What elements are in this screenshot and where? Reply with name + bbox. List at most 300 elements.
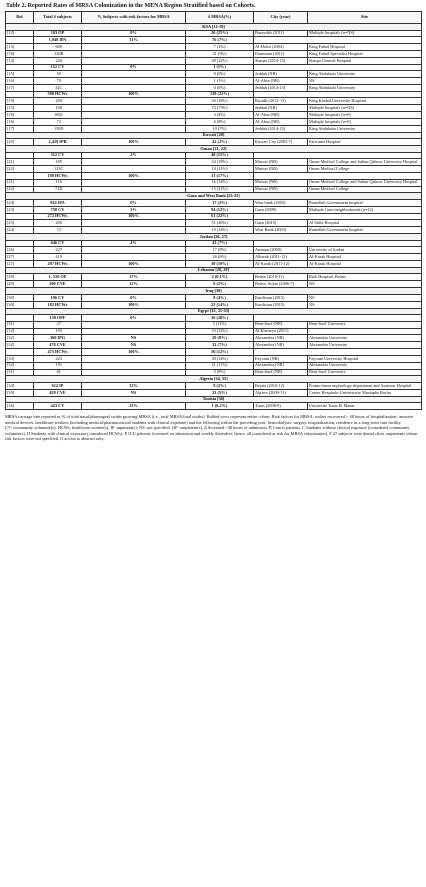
risk-pct-cell bbox=[82, 254, 186, 261]
city-year-cell: Al-Karak (2011-12) bbox=[254, 260, 308, 267]
site-cell: Ramallah Government hospital bbox=[308, 227, 422, 234]
risk-pct-cell: NS bbox=[82, 342, 186, 349]
ref-cell: [27] bbox=[6, 254, 34, 261]
cohort-total: 272 HCWs bbox=[34, 213, 82, 220]
mrsa-cell: 15 (21%) bbox=[186, 186, 254, 193]
site-cell: King Abdulaziz University bbox=[308, 84, 422, 91]
ref-cell: [25] bbox=[6, 220, 34, 227]
city-year-cell: Fayoum (NR) bbox=[254, 355, 308, 362]
total-subjects-cell: 470 CVE bbox=[34, 342, 82, 349]
cohort-mrsa: 43 (7%) bbox=[186, 240, 254, 247]
city-year-cell: Jeddah (2014-15) bbox=[254, 84, 308, 91]
col-header-total: Total # subjects bbox=[34, 12, 82, 24]
site-cell: Multiple hospitals (n=NS) bbox=[308, 105, 422, 112]
table-footnote bbox=[5, 414, 421, 441]
cohort-risk-pct: 100% bbox=[82, 349, 186, 356]
city-year-cell: Jeddah (NR) bbox=[254, 105, 308, 112]
cohort-mrsa: 31 (17%) bbox=[186, 173, 254, 180]
site-cell: King Khaled University Hospital bbox=[308, 98, 422, 105]
risk-pct-cell: NS bbox=[82, 335, 186, 342]
mrsa-cell: 33 (32%) bbox=[186, 328, 254, 335]
ref-cell: [24] bbox=[6, 227, 34, 234]
table-row bbox=[6, 220, 422, 227]
ref-cell: [22] bbox=[6, 186, 34, 193]
city-year-cell: Bejaia (2010-12) bbox=[254, 383, 308, 390]
site-cell: Frantz-fanon nephrology department and Amizour Hospital bbox=[308, 383, 422, 390]
city-year-cell: Jeddah (2014-15) bbox=[254, 125, 308, 132]
total-subjects-cell: · 70 bbox=[34, 78, 82, 85]
table-row bbox=[6, 166, 422, 173]
risk-pct-cell bbox=[82, 355, 186, 362]
table-row bbox=[6, 383, 422, 390]
cohort-risk-pct: 100% bbox=[82, 213, 186, 220]
total-subjects-cell: 103 OP bbox=[34, 30, 82, 37]
site-cell: Multiple hospitals (n=6) bbox=[308, 112, 422, 119]
cohort-risk-pct: 2% bbox=[82, 152, 186, 159]
ref-cell: [16] bbox=[6, 112, 34, 119]
site-cell: Fayoum University Hospital bbox=[308, 355, 422, 362]
table-row bbox=[6, 294, 422, 301]
total-subjects-cell: · 116 bbox=[34, 179, 82, 186]
mrsa-cell: 32 (7%) bbox=[186, 342, 254, 349]
site-cell: NS bbox=[308, 78, 422, 85]
site-cell: NS bbox=[308, 281, 422, 288]
ref-cell: [21] bbox=[6, 179, 34, 186]
region-label: Gaza and West Bank [23-25] bbox=[6, 193, 422, 200]
cohort-risk-pct: 100% bbox=[82, 173, 186, 180]
total-subjects-cell: 500 CVE bbox=[34, 281, 82, 288]
total-subjects-cell: · 600 bbox=[34, 43, 82, 50]
footnote-paragraph: CV: community volunteer(s); HCWs: healthcare worker(s); IP: inpatient(s); NS: not specified; OP: outpatient(s). A Screened <48 hours of admission, B Cancer patients, C Students without clinical exposure (considered community volunteers), D Students with clinical exposure (considered HCWs), E ICU patients [screened on admission and weekly thereafter; hence, all considered at risk for MRSA colonization], F 27 subjects were dental clinic outpatients whose risk factors were not specified, G access to abstract only. bbox=[5, 425, 418, 441]
site-cell: King Fahad Hospital bbox=[308, 43, 422, 50]
site-cell: King Abdulaziz University bbox=[308, 125, 422, 132]
site-cell: Université Tunis El Manar bbox=[308, 403, 422, 410]
city-year-cell: Al-Ahsa (NR) bbox=[254, 119, 308, 126]
table-row bbox=[6, 389, 422, 396]
city-year-cell: Muscat (NR) bbox=[254, 159, 308, 166]
table-row bbox=[6, 362, 422, 369]
ref-cell: [15] bbox=[6, 71, 34, 78]
site-cell: University of Jordan bbox=[308, 247, 422, 254]
risk-pct-cell bbox=[82, 159, 186, 166]
cohort-total: 475 HCWs bbox=[34, 349, 82, 356]
ref-cell: [17] bbox=[6, 125, 34, 132]
site-cell: NS bbox=[308, 294, 422, 301]
city-year-cell: Alexandria (NR) bbox=[254, 335, 308, 342]
mrsa-cell: 51 (26%) bbox=[186, 220, 254, 227]
risk-pct-cell bbox=[82, 78, 186, 85]
region-header-row bbox=[6, 132, 422, 139]
mrsa-cell: 29 (8%) bbox=[186, 335, 254, 342]
city-year-cell: Alexandria (NR) bbox=[254, 362, 308, 369]
total-subjects-cell: · 220 bbox=[34, 57, 82, 64]
table-row bbox=[6, 112, 422, 119]
region-header-row bbox=[6, 376, 422, 383]
city-year-cell: Muscat (NR) bbox=[254, 186, 308, 193]
table-row bbox=[6, 78, 422, 85]
total-subjects-cell: 843 IPA bbox=[34, 200, 82, 207]
total-subjects-cell: · 103 bbox=[34, 328, 82, 335]
total-subjects-cell: 196 CV bbox=[34, 294, 82, 301]
ref-cell: [31] bbox=[6, 369, 34, 376]
site-cell: Al-Karak Hospital bbox=[308, 254, 422, 261]
table-row bbox=[6, 227, 422, 234]
cohort-total: 312 CV bbox=[34, 152, 82, 159]
mrsa-cell: 3 (11%) bbox=[186, 321, 254, 328]
region-header-row bbox=[6, 24, 422, 31]
cohort-mrsa: 61 (22%) bbox=[186, 213, 254, 220]
total-subjects-cell: 297 HCWs bbox=[34, 260, 82, 267]
table-row bbox=[6, 254, 422, 261]
total-subjects-cell: · 72 bbox=[34, 119, 82, 126]
table-row bbox=[6, 98, 422, 105]
table-row bbox=[6, 403, 422, 410]
site-cell: Oman Medical College and Sultan Qaboos University Hospital bbox=[308, 159, 422, 166]
total-subjects-cell: 612 IP bbox=[34, 383, 82, 390]
site-cell: Shaqra General Hospital bbox=[308, 57, 422, 64]
region-label: KSA [12-19] bbox=[6, 24, 422, 31]
table-row bbox=[6, 342, 422, 349]
site-cell: Multiple Gaza neighborhoods (n=12) bbox=[308, 206, 422, 213]
risk-pct-cell: 23% bbox=[82, 403, 186, 410]
region-header-row bbox=[6, 308, 422, 315]
mrsa-cell: 10 (7%) bbox=[186, 125, 254, 132]
region-label: Iraq [30] bbox=[6, 288, 422, 295]
mrsa-cell: 1 (0.2%) bbox=[186, 403, 254, 410]
table-row bbox=[6, 206, 422, 213]
risk-pct-cell: 17% bbox=[82, 274, 186, 281]
footnote-paragraph: MRSA carriage rate reported as % of total nasal/pharyngeal swabs growing MRSA (i.e., total MRSA/total swabs). Bolded rows represent entire cohort. Risk factors for MRSA: isolate recovered > 48 hours of hospitalization, invasive medical devices, healthcare workers (including medical/pharmaceutical students with clinical exposure) and the following within the preceding year: hemodialysis, surgery, hospitalization, residence in a long-term care facility. bbox=[5, 414, 414, 425]
site-cell: Multiple hospitals (n=6) bbox=[308, 119, 422, 126]
total-subjects-cell: 758 CV bbox=[34, 206, 82, 213]
city-year-cell: Beirut (2010-11) bbox=[254, 274, 308, 281]
ref-cell: [20] bbox=[6, 139, 34, 146]
total-subjects-cell: 459 CVE bbox=[34, 389, 82, 396]
risk-pct-cell: 3% bbox=[82, 206, 186, 213]
city-year-cell: Jeddah (NR) bbox=[254, 71, 308, 78]
mrsa-cell: 9 (2%) bbox=[186, 383, 254, 390]
table-row bbox=[6, 274, 422, 281]
table-row bbox=[6, 355, 422, 362]
city-year-cell: West Bank (2003) bbox=[254, 227, 308, 234]
cohort-risk-pct: 100% bbox=[82, 91, 186, 98]
mrsa-cell: 26 (6%) bbox=[186, 254, 254, 261]
table-row bbox=[6, 328, 422, 335]
site-cell: Oman Medical College bbox=[308, 166, 422, 173]
col-header-risk: % Subjects with risk factors for MRSA bbox=[82, 12, 186, 24]
ref-cell: [27] bbox=[6, 260, 34, 267]
total-subjects-cell: · 223 bbox=[34, 355, 82, 362]
ref-cell: [18] bbox=[6, 50, 34, 57]
total-subjects-cell: · 27 bbox=[34, 321, 82, 328]
risk-pct-cell: 100% bbox=[82, 260, 186, 267]
city-year-cell: Buraydah (2011) bbox=[254, 30, 308, 37]
city-year-cell: Muscat (NR) bbox=[254, 166, 308, 173]
col-header-city: City (year) bbox=[254, 12, 308, 24]
risk-pct-cell bbox=[82, 166, 186, 173]
mrsa-cell: 8 (4%) bbox=[186, 294, 254, 301]
table-row bbox=[6, 139, 422, 146]
risk-pct-cell bbox=[82, 362, 186, 369]
site-cell: Alexandria University bbox=[308, 335, 422, 342]
mrsa-cell: 34 (18%) bbox=[186, 159, 254, 166]
ref-cell: [16] bbox=[6, 78, 34, 85]
ref-cell: [32] bbox=[6, 362, 34, 369]
city-year-cell: West bank (2003) bbox=[254, 200, 308, 207]
mrsa-cell: 16 (14%) bbox=[186, 179, 254, 186]
risk-pct-cell: NS bbox=[82, 389, 186, 396]
city-year-cell: Kurdistan (2015) bbox=[254, 301, 308, 308]
site-cell: NS bbox=[308, 301, 422, 308]
site-cell: Beni-Suef University bbox=[308, 321, 422, 328]
risk-pct-cell bbox=[82, 321, 186, 328]
ref-cell: [16] bbox=[6, 119, 34, 126]
table-row bbox=[6, 71, 422, 78]
table-row bbox=[6, 260, 422, 267]
total-subjects-cell: · 227 bbox=[34, 247, 82, 254]
mrsa-cell: 48 (22%) bbox=[186, 57, 254, 64]
ref-cell: [21] bbox=[6, 159, 34, 166]
table-row bbox=[6, 186, 422, 193]
table-row bbox=[6, 335, 422, 342]
total-subjects-cell: · 419 bbox=[34, 254, 82, 261]
total-subjects-cell: · 61 bbox=[34, 369, 82, 376]
risk-pct-cell bbox=[82, 105, 186, 112]
total-subjects-cell: 360 IPG bbox=[34, 335, 82, 342]
city-year-cell: Beirut, Sidon (2006-7) bbox=[254, 281, 308, 288]
mrsa-cell: 3 (4%) bbox=[186, 112, 254, 119]
ref-cell: [24] bbox=[6, 200, 34, 207]
city-year-cell: Alexandria (NR) bbox=[254, 342, 308, 349]
city-year-cell: Gaza (2015) bbox=[254, 220, 308, 227]
city-year-cell: Amman (2009) bbox=[254, 247, 308, 254]
table-row bbox=[6, 125, 422, 132]
risk-pct-cell bbox=[82, 57, 186, 64]
risk-pct-cell: 0% bbox=[82, 30, 186, 37]
total-subjects-cell: · 200 bbox=[34, 98, 82, 105]
risk-pct-cell bbox=[82, 186, 186, 193]
table-row bbox=[6, 57, 422, 64]
total-subjects-cell: · 189 bbox=[34, 159, 82, 166]
total-subjects-cell: · 50 bbox=[34, 71, 82, 78]
risk-pct-cell bbox=[82, 227, 186, 234]
site-cell: - bbox=[308, 328, 422, 335]
mrsa-cell: 26 (25%) bbox=[186, 30, 254, 37]
ref-cell: [15] bbox=[6, 105, 34, 112]
ref-cell: [12] bbox=[6, 328, 34, 335]
mrsa-cell: 6 (8%) bbox=[186, 119, 254, 126]
total-subjects-cell: · 191 bbox=[34, 362, 82, 369]
table-row bbox=[6, 105, 422, 112]
ref-cell: [17] bbox=[6, 84, 34, 91]
document-page bbox=[5, 3, 421, 441]
table-row bbox=[6, 200, 422, 207]
ref-cell: [14] bbox=[6, 57, 34, 64]
table-caption: Table 2. Reported Rates of MRSA Colonization in the MENA Region Stratified based on Cohorts. bbox=[6, 3, 256, 9]
city-year-cell: Gaza (2009) bbox=[254, 206, 308, 213]
site-cell: Beni-Suef University bbox=[308, 369, 422, 376]
ref-cell: [22] bbox=[6, 166, 34, 173]
ref-cell: [13] bbox=[6, 43, 34, 50]
total-subjects-cell: · 72D bbox=[34, 186, 82, 193]
ref-cell: [32] bbox=[6, 335, 34, 342]
mrsa-cell: 1 (1%) bbox=[186, 78, 254, 85]
mrsa-cell: 14 (11%) bbox=[186, 166, 254, 173]
ref-cell: [36] bbox=[6, 403, 34, 410]
cohort-mrsa: 56 (12%) bbox=[186, 349, 254, 356]
risk-pct-cell bbox=[82, 179, 186, 186]
table-row bbox=[6, 159, 422, 166]
cohort-total: 130 OPF bbox=[34, 315, 82, 322]
table-row bbox=[6, 30, 422, 37]
mrsa-cell: 25 (14%) bbox=[186, 301, 254, 308]
mrsa-cell: 30 (10%) bbox=[186, 260, 254, 267]
cohort-total: 1,048 IPA bbox=[34, 37, 82, 44]
cohort-risk-pct: 4% bbox=[82, 240, 186, 247]
cohort-total: 646 CV bbox=[34, 240, 82, 247]
cohort-mrsa: 36 (28%) bbox=[186, 315, 254, 322]
table-row bbox=[6, 247, 422, 254]
mrsa-cell: 5 (8%) bbox=[186, 369, 254, 376]
total-subjects-cell: · 228B bbox=[34, 50, 82, 57]
cohort-risk-pct: 0% bbox=[82, 315, 186, 322]
total-subjects-cell: · 150D bbox=[34, 125, 82, 132]
total-subjects-cell: · 68D bbox=[34, 112, 82, 119]
cohort-mrsa: 128 (22%) bbox=[186, 91, 254, 98]
cohort-risk-pct: 0% bbox=[82, 64, 186, 71]
site-cell: Ramallah Government hospital bbox=[308, 200, 422, 207]
region-header-row bbox=[6, 193, 422, 200]
mrsa-cell: 0 (0%) bbox=[186, 71, 254, 78]
risk-pct-cell bbox=[82, 220, 186, 227]
region-header-row bbox=[6, 267, 422, 274]
table-row bbox=[6, 321, 422, 328]
city-year-cell: Riyadh (2012-13) bbox=[254, 98, 308, 105]
region-label: Algeria [34, 35] bbox=[6, 376, 422, 383]
region-label: Egypt [12, 31-33] bbox=[6, 308, 422, 315]
city-year-cell: Tunis (2008-9) bbox=[254, 403, 308, 410]
table-row bbox=[6, 50, 422, 57]
region-label: Lebanon [28, 29] bbox=[6, 267, 422, 274]
mrsa-table bbox=[5, 11, 422, 410]
region-label: Jordan [26, 27] bbox=[6, 234, 422, 241]
mrsa-cell: 23 (5%) bbox=[186, 389, 254, 396]
site-cell: Multiple hospitals (n=NS) bbox=[308, 30, 422, 37]
mrsa-cell: 30 (14%) bbox=[186, 355, 254, 362]
mrsa-cell: 21 (9%) bbox=[186, 50, 254, 57]
ref-cell: [26] bbox=[6, 247, 34, 254]
risk-pct-cell: 100% bbox=[82, 139, 186, 146]
ref-cell: [30] bbox=[6, 294, 34, 301]
risk-pct-cell bbox=[82, 119, 186, 126]
cohort-total: 152 CV bbox=[34, 64, 82, 71]
total-subjects-cell: 423 CV bbox=[34, 403, 82, 410]
mrsa-cell: 8 (2%) bbox=[186, 281, 254, 288]
col-header-site: Site bbox=[308, 12, 422, 24]
risk-pct-cell: 100% bbox=[82, 301, 186, 308]
region-label: Tunisia [36] bbox=[6, 396, 422, 403]
risk-pct-cell bbox=[82, 84, 186, 91]
mrsa-cell: 21 (11%) bbox=[186, 362, 254, 369]
total-subjects-cell: 1, 526 OP bbox=[34, 274, 82, 281]
table-row bbox=[6, 84, 422, 91]
city-year-cell: Beni-Suef (NR) bbox=[254, 369, 308, 376]
risk-pct-cell bbox=[82, 43, 186, 50]
total-subjects-cell: · 32C bbox=[34, 84, 82, 91]
ref-cell: [33] bbox=[6, 355, 34, 362]
table-row bbox=[6, 43, 422, 50]
risk-pct-cell bbox=[82, 369, 186, 376]
city-year-cell: Muscat (NR) bbox=[254, 179, 308, 186]
total-subjects-cell: 2,429 IPB bbox=[34, 139, 82, 146]
mrsa-cell: 94 (12%) bbox=[186, 206, 254, 213]
site-cell: Alexandria University bbox=[308, 362, 422, 369]
table-row bbox=[6, 369, 422, 376]
site-cell: King Fahad Specialist Hospital bbox=[308, 50, 422, 57]
site-cell: King Abdulaziz University bbox=[308, 71, 422, 78]
total-subjects-cell: · 100 bbox=[34, 105, 82, 112]
region-label: Kuwait [20] bbox=[6, 132, 422, 139]
mrsa-cell: 17 (2%) bbox=[186, 200, 254, 207]
site-cell: Oman Medical College bbox=[308, 186, 422, 193]
risk-pct-cell: 12% bbox=[82, 281, 186, 288]
city-year-cell: Algiers (2009-11) bbox=[254, 389, 308, 396]
ref-cell: [35] bbox=[6, 389, 34, 396]
risk-pct-cell bbox=[82, 328, 186, 335]
risk-pct-cell: 33% bbox=[82, 383, 186, 390]
cohort-mrsa: 48 (15%) bbox=[186, 152, 254, 159]
mrsa-cell: 10 (14%) bbox=[186, 227, 254, 234]
site-cell: Oman Medical College and Sultan Qaboos University Hospital bbox=[308, 179, 422, 186]
table-row bbox=[6, 281, 422, 288]
ref-cell: [29] bbox=[6, 281, 34, 288]
mrsa-cell: 0 (0%) bbox=[186, 84, 254, 91]
region-header-row bbox=[6, 234, 422, 241]
region-label: Oman [21, 22] bbox=[6, 146, 422, 153]
table-row bbox=[6, 119, 422, 126]
city-year-cell: Shaqra (2014-15) bbox=[254, 57, 308, 64]
cohort-mrsa: 1 (1%) bbox=[186, 64, 254, 71]
mrsa-cell: 2 (0.1%) bbox=[186, 274, 254, 281]
risk-pct-cell bbox=[82, 98, 186, 105]
col-header-mrsa: # MRSA(%) bbox=[186, 12, 254, 24]
site-cell: Farwania Hospital bbox=[308, 139, 422, 146]
city-year-cell: Alkarak (2011-12) bbox=[254, 254, 308, 261]
total-subjects-cell: · 200 bbox=[34, 220, 82, 227]
ref-cell: [34] bbox=[6, 383, 34, 390]
risk-pct-cell bbox=[82, 71, 186, 78]
site-cell: Rizk Hospital, Beirut bbox=[308, 274, 422, 281]
risk-pct-cell bbox=[82, 112, 186, 119]
total-subjects-cell: · 123C bbox=[34, 166, 82, 173]
mrsa-cell: 7 (1%) bbox=[186, 43, 254, 50]
mrsa-cell: 36 (18%) bbox=[186, 98, 254, 105]
city-year-cell: Dammam (2011) bbox=[254, 50, 308, 57]
risk-pct-cell bbox=[82, 247, 186, 254]
ref-cell: [19] bbox=[6, 98, 34, 105]
site-cell: Al Shifa Hospital bbox=[308, 220, 422, 227]
city-year-cell: Al-Ahsa (NR) bbox=[254, 112, 308, 119]
risk-pct-cell: 0% bbox=[82, 294, 186, 301]
city-year-cell: Al Kheireya (2011) bbox=[254, 328, 308, 335]
site-cell: Alexandria University bbox=[308, 342, 422, 349]
city-year-cell: Kurdistan (2015) bbox=[254, 294, 308, 301]
cohort-total: 188 HCWs bbox=[34, 173, 82, 180]
site-cell: Centre Hospitalo-Universtaire Mustapha Bacha bbox=[308, 389, 422, 396]
cohort-risk-pct: 31% bbox=[82, 37, 186, 44]
risk-pct-cell: 0% bbox=[82, 200, 186, 207]
table-header-row bbox=[6, 12, 422, 24]
